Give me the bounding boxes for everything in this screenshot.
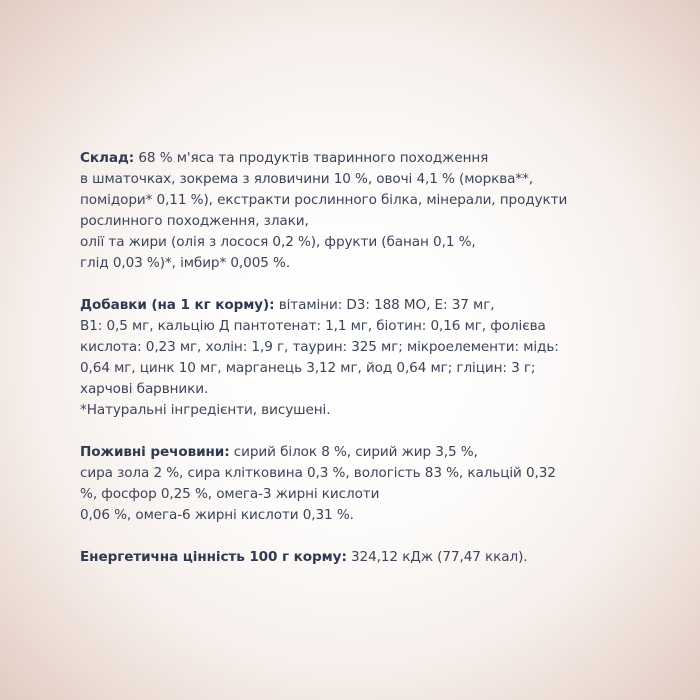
composition-line-3: помідори* 0,11 %), екстракти рослинного білка, мінерали, продукти	[80, 192, 568, 208]
additives-heading: Добавки (на 1 кг корму):	[80, 297, 275, 313]
energy-value: 324,12 кДж (77,47 ккал).	[346, 549, 528, 565]
additives-line-4: 0,64 мг, цинк 10 мг, марганець 3,12 мг, йод 0,64 мг; гліцин: 3 г;	[80, 360, 536, 376]
additives-line-3: кислота: 0,23 мг, холін: 1,9 г, таурин: 325 мг; мікроелементи: мідь:	[80, 339, 559, 355]
nutrients-line-1	[80, 442, 680, 463]
energy-section	[80, 547, 680, 568]
product-composition-text	[80, 148, 680, 589]
composition-line-5: олії та жири (олія з лосося 0,2 %), фрукти (банан 0,1 %,	[80, 234, 476, 250]
nutrients-text: сирий білок 8 %, сирий жир 3,5 %,	[229, 444, 478, 460]
additives-line-1	[80, 295, 680, 316]
additives-text: вітаміни: D3: 188 МО, E: 37 мг,	[274, 297, 495, 313]
energy-line	[80, 547, 680, 568]
nutrients-heading: Поживні речовини:	[80, 444, 230, 460]
composition-line-1	[80, 148, 680, 169]
composition-line-4: рослинного походження, злаки,	[80, 213, 309, 229]
nutrients-line-3: %, фосфор 0,25 %, омега-3 жирні кислоти	[80, 486, 380, 502]
additives-section	[80, 295, 680, 421]
footnote-natural-ingredients: *Натуральні інгредієнти, висушені.	[80, 402, 331, 418]
additives-line-5: харчові барвники.	[80, 381, 209, 397]
composition-heading: Склад:	[80, 150, 135, 166]
nutrients-section	[80, 442, 680, 526]
additives-line-2: B1: 0,5 мг, кальцію Д пантотенат: 1,1 мг, біотин: 0,16 мг, фолієва	[80, 318, 546, 334]
nutrients-line-2: сира зола 2 %, сира клітковина 0,3 %, вологість 83 %, кальцій 0,32	[80, 465, 556, 481]
composition-line-2: в шматочках, зокрема з яловичини 10 %, овочі 4,1 % (морква**,	[80, 171, 533, 187]
composition-line-6: глід 0,03 %)*, імбир* 0,005 %.	[80, 255, 291, 271]
nutrients-line-4: 0,06 %, омега-6 жирні кислоти 0,31 %.	[80, 507, 354, 523]
composition-text: 68 % м'яса та продуктів тваринного походження	[134, 150, 489, 166]
composition-section	[80, 148, 680, 274]
energy-heading: Енергетична цінність 100 г корму:	[80, 549, 347, 565]
